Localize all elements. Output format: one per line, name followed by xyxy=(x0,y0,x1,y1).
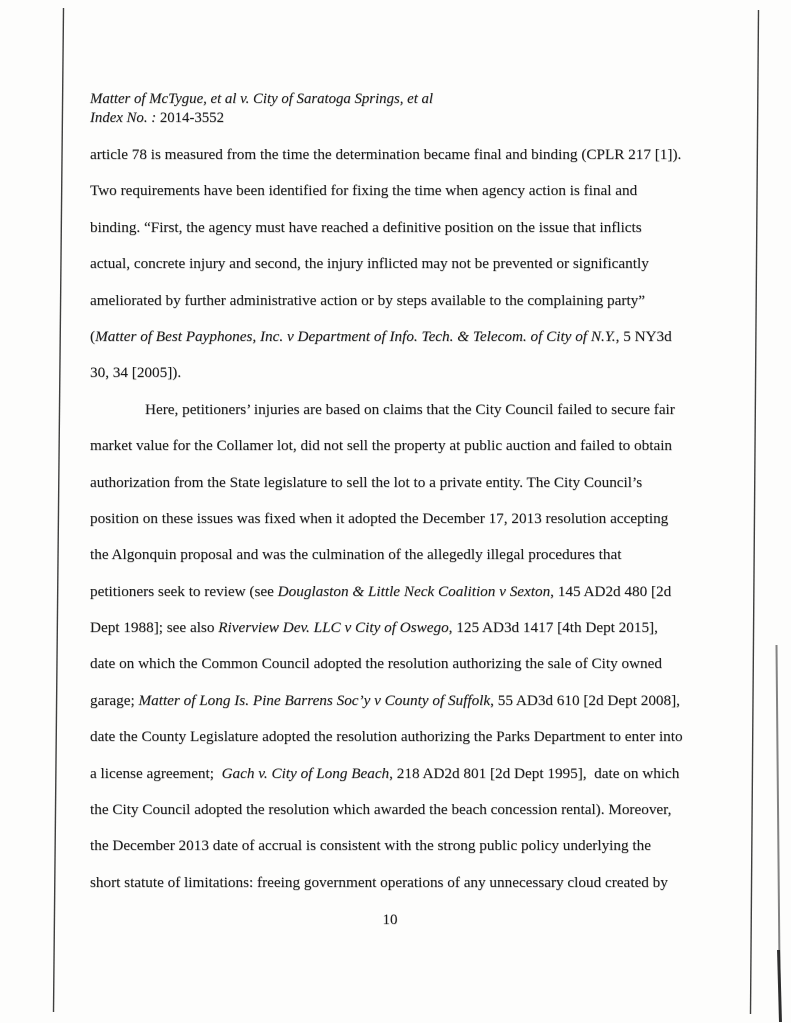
document-line xyxy=(90,465,752,501)
body-text-segment: ameliorated by further administrative action or by steps available to the complaining party” xyxy=(90,291,646,309)
citation-italic-text: Gach v. City of Long Beach xyxy=(221,764,390,782)
body-text-segment: the December 2013 date of accrual is consistent with the strong public policy underlying the xyxy=(90,837,651,855)
citation-italic-text: Douglaston & Little Neck Coalition v Sexton xyxy=(277,582,551,600)
document-line xyxy=(90,683,752,719)
document-line xyxy=(90,501,752,537)
page-number: 10 xyxy=(382,912,398,928)
body-text-segment: , 55 AD3d 610 [2d Dept 2008], xyxy=(490,691,680,709)
document-line xyxy=(90,283,752,319)
body-text-segment: date the County Legislature adopted the resolution authorizing the Parks Department to enter into xyxy=(90,728,683,746)
document-line xyxy=(90,792,752,828)
body-text-segment: , 218 AD2d 801 [2d Dept 1995], date on which xyxy=(389,764,680,782)
document-line xyxy=(90,828,752,864)
body-text-segment: the Algonquin proposal and was the culmination of the allegedly illegal procedures that xyxy=(90,546,622,564)
citation-italic-text: Matter of Best Payphones, Inc. v Department of Info. Tech. & Telecom. of City of N.Y. xyxy=(95,327,616,345)
document-line xyxy=(90,865,752,901)
body-text-segment: garage; xyxy=(90,691,139,709)
index-number-value: 2014-3552 xyxy=(159,110,224,126)
document-body xyxy=(90,137,752,901)
document-line xyxy=(90,537,752,573)
body-text-segment: Dept 1988]; see also xyxy=(90,619,219,637)
body-text-segment: position on these issues was fixed when it adopted the December 17, 2013 resolution accepting xyxy=(90,509,669,527)
case-caption-header xyxy=(90,90,433,128)
body-text-segment: a license agreement; xyxy=(90,764,222,782)
body-text-segment: authorization from the State legislature to sell the lot to a private entity. The City Council’s xyxy=(90,473,643,491)
document-line xyxy=(90,210,752,246)
case-caption: Matter of McTygue, et al v. City of Saratoga Springs, et al xyxy=(90,91,434,107)
body-text-segment: date on which the Common Council adopted the resolution authorizing the sale of City owned xyxy=(90,655,662,673)
body-text-segment: actual, concrete injury and second, the injury inflicted may not be prevented or significantly xyxy=(90,255,649,273)
document-line xyxy=(90,610,752,646)
body-text-segment: short statute of limitations: freeing government operations of any unnecessary cloud created by xyxy=(90,873,668,891)
scan-artifact-line-left xyxy=(54,8,64,1012)
body-text-segment: Two requirements have been identified for fixing the time when agency action is final and xyxy=(90,182,638,200)
body-text-segment: , 125 AD3d 1417 [4th Dept 2015], xyxy=(448,619,658,637)
index-number-line xyxy=(90,109,433,128)
body-text-segment: market value for the Collamer lot, did not sell the property at public auction and failed to obtain xyxy=(90,437,673,455)
document-line xyxy=(90,756,752,792)
body-text-segment: article 78 is measured from the time the determination became final and binding (CPLR 217 [1]). xyxy=(90,146,682,163)
document-line xyxy=(90,428,752,464)
body-text-segment: , 5 NY3d xyxy=(615,327,672,345)
body-text-segment: , 145 AD2d 480 [2d xyxy=(550,582,672,600)
document-line xyxy=(90,646,752,682)
citation-italic-text: Riverview Dev. LLC v City of Oswego xyxy=(218,619,449,637)
body-text-segment: ( xyxy=(90,327,96,345)
document-line xyxy=(90,173,752,209)
scan-artifact-line-right-edge xyxy=(777,645,781,1022)
document-line xyxy=(90,319,752,355)
body-text-segment: the City Council adopted the resolution which awarded the beach concession rental). Moreover, xyxy=(90,801,672,819)
scan-artifact-mark-bottom-right xyxy=(779,950,781,1022)
document-line xyxy=(90,719,752,755)
body-text-segment: petitioners seek to review (see xyxy=(90,582,278,600)
index-number-label: Index No. : xyxy=(90,110,157,126)
document-line xyxy=(90,392,752,428)
document-line xyxy=(90,574,752,610)
citation-italic-text: Matter of Long Is. Pine Barrens Soc’y v County of Suffolk xyxy=(138,691,491,709)
document-line xyxy=(90,246,752,282)
body-text-segment: 30, 34 [2005]). xyxy=(90,364,182,382)
document-line xyxy=(90,355,752,391)
document-line xyxy=(90,137,752,173)
body-text-segment: Here, petitioners’ injuries are based on claims that the City Council failed to secure fair xyxy=(145,400,675,418)
body-text-segment: binding. “First, the agency must have reached a definitive position on the issue that inflicts xyxy=(90,218,642,236)
